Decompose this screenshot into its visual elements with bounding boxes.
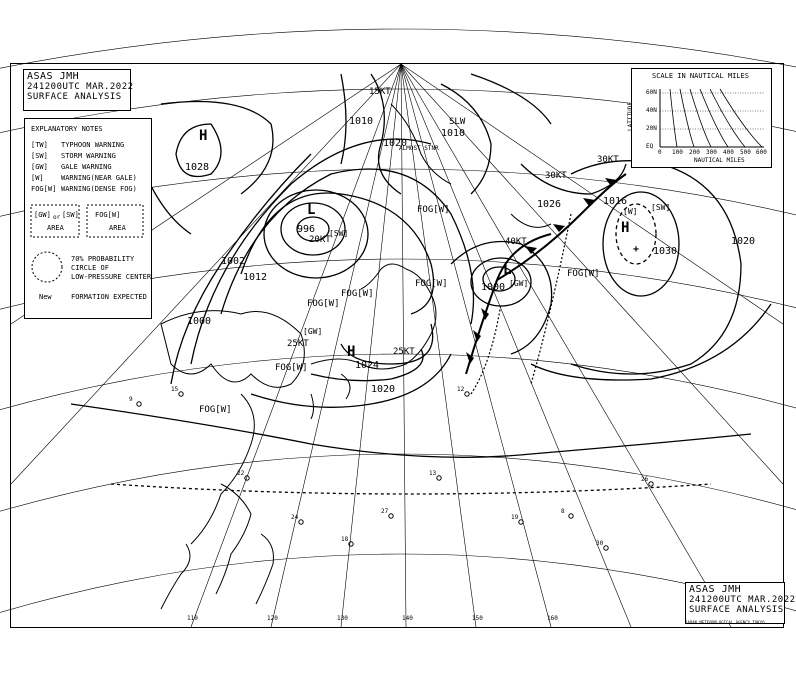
area-sw-label: [SW] (62, 211, 79, 219)
area-fog-label: FOG[W] (95, 211, 121, 219)
high-center-label: 1024 (355, 360, 380, 371)
movement-label: 40KT (505, 237, 527, 247)
isobar-value-label: 1020 (383, 138, 408, 149)
note-text: TYPHOON WARNING (61, 141, 125, 149)
prob-circle-text-3: LOW-PRESSURE CENTER (71, 273, 152, 281)
gale-warning-label: [GW] (303, 327, 323, 336)
station-value: 12 (457, 386, 465, 393)
station-value: 19 (511, 514, 519, 521)
station-marker (437, 476, 441, 480)
nm-tick: 100 (672, 149, 683, 156)
nm-tick: 0 (658, 149, 662, 156)
low-symbol: L (307, 202, 316, 218)
station-marker (299, 520, 303, 524)
warning-label: [W] (623, 207, 638, 216)
meridian-label: 160 (547, 615, 558, 622)
station-value: 24 (291, 514, 299, 521)
note-text: GALE WARNING (61, 163, 112, 171)
meridian-labels (187, 615, 558, 622)
low-center-label: 1000 (481, 282, 506, 293)
station-marker (179, 392, 183, 396)
isobar-value-label: 1002 (221, 256, 246, 267)
agency-label: JAPAN METEOROLOGICAL AGENCY TOKYO (685, 620, 765, 625)
note-text: WARNING(NEAR GALE) (61, 174, 137, 182)
station-value: 26 (641, 476, 649, 483)
movement-label: ALMOST STNR (399, 145, 439, 152)
fog-warning-label: FOG[W] (415, 279, 448, 289)
station-marker (389, 514, 393, 518)
area-gw-label: [GW] (34, 211, 51, 219)
fog-warning-label: FOG[W] (567, 269, 600, 279)
lat-tick: 20N (646, 125, 657, 132)
scale-box (626, 68, 772, 168)
note-code: [W] (31, 174, 44, 182)
isobar-value-label: 1012 (243, 272, 268, 283)
prob-circle-text-2: CIRCLE OF (71, 264, 109, 272)
movement-label: 15KT (369, 87, 391, 97)
low-center-label: 996 (297, 224, 316, 235)
note-code: FOG[W] (31, 185, 57, 193)
fog-warning-label: FOG[W] (199, 405, 232, 415)
area-or-label: or (53, 214, 61, 221)
meridian-label: 140 (402, 615, 413, 622)
station-value: 8 (561, 508, 565, 515)
lat-tick: EQ (646, 143, 654, 150)
station-value: 18 (341, 536, 349, 543)
note-text: WARNING(DENSE FOG) (61, 185, 137, 193)
movement-label: 30KT (545, 171, 567, 181)
high-center-label: 1028 (185, 162, 210, 173)
nm-tick: 300 (706, 149, 717, 156)
warning-labels (199, 87, 670, 415)
station-value: 9 (129, 396, 133, 403)
meridian-label: 150 (472, 615, 483, 622)
station-value: 15 (171, 386, 179, 393)
storm-warning-label: [SW] (651, 203, 671, 212)
high-symbol: H (347, 344, 356, 360)
warning-area-legend (29, 203, 147, 243)
new-label: New (39, 293, 52, 301)
lat-tick: 60N (646, 89, 657, 96)
nm-tick: 600 (756, 149, 767, 156)
title-line-2: 241200UTC MAR.2022 (27, 82, 134, 92)
probability-circle-icon (29, 249, 65, 285)
station-value: 27 (381, 508, 389, 515)
station-value: 30 (596, 540, 604, 547)
movement-label: 25KT (287, 339, 309, 349)
notes-heading: EXPLANATORY NOTES (31, 125, 103, 133)
isobar-value-label: 1020 (371, 384, 396, 395)
gale-warning-label: [GW] (509, 279, 529, 288)
station-marker (465, 392, 469, 396)
prob-circle-text-1: 70% PROBABILITY (71, 255, 135, 263)
title-line-2: 241200UTC MAR.2022 (689, 595, 796, 605)
explanatory-notes-box (24, 118, 152, 319)
nm-tick: 500 (740, 149, 751, 156)
fog-warning-label: FOG[W] (417, 205, 450, 215)
movement-label: 30KT (597, 155, 619, 165)
isobar-value-label: 1010 (441, 128, 466, 139)
title-box-bottom (685, 582, 796, 624)
station-marker (137, 402, 141, 406)
station-marker (519, 520, 523, 524)
fog-warning-label: FOG[W] (275, 363, 308, 373)
nm-tick: 400 (723, 149, 734, 156)
new-text: FORMATION EXPECTED (71, 293, 147, 301)
high-center-label: 1030 (653, 246, 678, 257)
title-line-1: ASAS JMH (27, 71, 80, 82)
lat-tick: 40N (646, 107, 657, 114)
fog-warning-label: FOG[W] (341, 289, 374, 299)
scale-xlabel: NAUTICAL MILES (694, 157, 745, 164)
station-value: 22 (237, 470, 245, 477)
isobar-value-label: 1010 (349, 116, 374, 127)
plus-mark: + (633, 244, 640, 255)
station-marker (604, 546, 608, 550)
isobar-value-label: 1000 (187, 316, 212, 327)
station-marker (349, 542, 353, 546)
scale-curves (660, 89, 766, 149)
note-code: [SW] (31, 152, 48, 160)
meridian-label: 120 (267, 615, 278, 622)
movement-label: 20KT (309, 235, 331, 245)
isobar-value-label: 1016 (603, 196, 628, 207)
fog-warning-label: FOG[W] (307, 299, 340, 309)
area-word: AREA (47, 224, 64, 232)
meridian-label: 110 (187, 615, 198, 622)
note-code: [GW] (31, 163, 48, 171)
high-symbol: H (199, 128, 208, 144)
title-line-3: SURFACE ANALYSIS (27, 92, 122, 102)
title-box (23, 69, 134, 111)
storm-warning-label: [SW] (329, 229, 349, 238)
weather-chart-map (10, 63, 796, 628)
movement-label: SLW (449, 117, 466, 127)
note-code: [TW] (31, 141, 48, 149)
meridian-label: 130 (337, 615, 348, 622)
area-fog-word: AREA (109, 224, 126, 232)
title-line-3: SURFACE ANALYSIS (689, 605, 784, 615)
station-marker (569, 514, 573, 518)
isobar-value-label: 1020 (731, 236, 756, 247)
high-symbol: H (621, 220, 630, 236)
coastlines (161, 104, 551, 609)
low-symbol: L (503, 262, 512, 278)
station-value: 13 (429, 470, 437, 477)
scale-title: SCALE IN NAUTICAL MILES (652, 72, 749, 80)
movement-label: 25KT (393, 347, 415, 357)
scale-ylabel: LATITUDE (626, 102, 634, 131)
note-text: STORM WARNING (61, 152, 116, 160)
nm-tick: 200 (689, 149, 700, 156)
high-center-label: 1026 (537, 199, 562, 210)
title-line-1: ASAS JMH (689, 584, 742, 595)
station-marker (649, 482, 653, 486)
